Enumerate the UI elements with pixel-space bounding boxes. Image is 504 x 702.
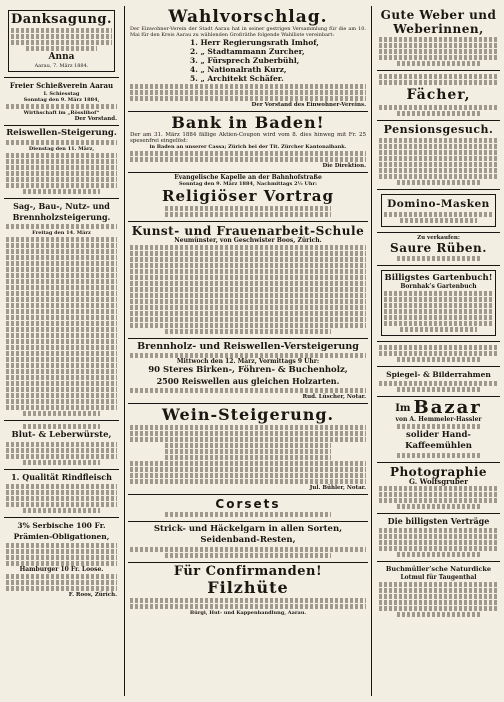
vortrag-title: Religiöser Vortrag xyxy=(162,187,334,205)
filz-title: Filzhüte xyxy=(207,578,289,597)
text-line xyxy=(384,212,493,217)
text-line xyxy=(397,453,480,458)
text-line xyxy=(384,303,493,308)
bank-line: Der am 31. März 1884 fällige Aktien-Coupon wird vom 8. dies hinweg mit Fr. 25 spesenfrei eingelöst: xyxy=(130,132,366,144)
danksagung-date: Aarau, 7. März 1884. xyxy=(34,63,89,69)
ad-obligationen xyxy=(4,518,119,601)
text-line xyxy=(130,467,366,472)
candidate-list xyxy=(130,38,366,83)
text-line xyxy=(130,547,366,552)
text-line xyxy=(130,604,366,609)
text-line xyxy=(379,138,498,143)
lose-title: 3% Serbische 100 Fr. Prämien-Obligationen, xyxy=(13,521,110,541)
text-line xyxy=(165,212,330,217)
text-line xyxy=(379,486,498,491)
photo-name: G. Wolfsgruber xyxy=(409,477,468,486)
text-line xyxy=(397,256,480,261)
ad-gartenbuch xyxy=(377,266,500,342)
text-line xyxy=(6,345,117,350)
text-line xyxy=(23,424,101,429)
text-line xyxy=(384,297,493,302)
text-line xyxy=(6,351,117,356)
text-line xyxy=(6,405,117,410)
text-line xyxy=(130,157,366,162)
schiess-title: Freier Schießverein Aarau xyxy=(9,81,114,90)
ad-vertraege xyxy=(377,514,500,562)
ad-vortrag xyxy=(128,173,368,222)
text-line xyxy=(6,279,117,284)
ad-sauerrueben xyxy=(377,233,500,266)
danksagung-title: Danksagung. xyxy=(11,12,113,27)
ad-photographie xyxy=(377,463,500,514)
text-line xyxy=(130,287,366,292)
text-line xyxy=(397,424,480,429)
ad-wahlvorschlag xyxy=(128,6,368,112)
text-line xyxy=(384,315,493,320)
text-line xyxy=(6,357,117,362)
text-line xyxy=(130,431,366,436)
buchmueller-sub: Lotmul für Taugenthal xyxy=(400,574,477,581)
text-line xyxy=(130,425,366,430)
wahl-sign: Der Vorstand des Einwohner-Vereins. xyxy=(251,102,366,108)
text-line xyxy=(6,171,117,176)
text-line xyxy=(165,206,330,211)
reiswellen-title: Reiswellen-Steigerung. xyxy=(6,128,117,138)
text-line xyxy=(130,388,366,393)
text-line xyxy=(6,237,117,242)
text-line xyxy=(6,327,117,332)
text-line xyxy=(6,177,117,182)
text-line xyxy=(379,351,498,356)
seiden-title: Strick- und Häckelgarn in allen Sorten, Seidenband-Resten, xyxy=(153,524,343,545)
candidate-2: 2. „ Stadtammann Zurcher, xyxy=(190,47,305,56)
brenn-title: Brennholz- und Reiswellen-Versteigerung xyxy=(137,341,359,352)
ad-schiessverein xyxy=(4,78,119,126)
text-line xyxy=(6,561,117,566)
wein-sign: Jul. Bühler, Notar. xyxy=(309,485,366,491)
text-line xyxy=(379,381,498,386)
wein-title: Wein-Steigerung. xyxy=(161,405,335,424)
text-line xyxy=(379,588,498,593)
text-line xyxy=(6,496,117,501)
text-line xyxy=(6,140,117,145)
ad-seidenband xyxy=(128,522,368,563)
text-line xyxy=(130,245,366,250)
konfirm-title: Für Confirmanden! xyxy=(173,564,323,579)
text-line xyxy=(130,96,366,101)
text-line xyxy=(6,243,117,248)
bazar-title: Bazar xyxy=(413,397,482,418)
text-line xyxy=(130,251,366,256)
ad-rindfleisch xyxy=(4,470,119,518)
ad-pensionsgesuch xyxy=(377,121,500,190)
ad-bank-baden xyxy=(128,112,368,173)
candidate-1: 1. Herr Regierungsrath Imhof, xyxy=(190,38,319,47)
text-line xyxy=(397,387,480,392)
text-line xyxy=(130,269,366,274)
text-line xyxy=(379,345,498,350)
bazar-firm: von A. Hemmeler-Hassler xyxy=(395,416,482,423)
text-line xyxy=(130,257,366,262)
text-line xyxy=(379,492,498,497)
ad-blutwurst xyxy=(4,421,119,470)
ad-kunstschule xyxy=(128,222,368,339)
text-line xyxy=(379,105,498,110)
candidate-3: 3. „ Fürsprech Zuberbühl, xyxy=(190,56,300,65)
pension-title: Pensionsgesuch. xyxy=(383,123,494,136)
schiess-date: Sonntag den 9. März 1884, xyxy=(23,97,100,103)
reiswellen-date: Dienstag den 11. März, xyxy=(28,146,95,152)
text-line xyxy=(130,263,366,268)
text-line xyxy=(6,393,117,398)
text-line xyxy=(6,224,117,229)
text-line xyxy=(397,504,480,509)
weber-title: Gute Weber und Weberinnen, xyxy=(380,8,497,36)
text-line xyxy=(6,387,117,392)
text-line xyxy=(379,74,498,79)
text-line xyxy=(130,353,366,358)
kindsfleisch-title: 1. Qualität Rindfleisch xyxy=(11,472,112,482)
text-line xyxy=(379,534,498,539)
domino-box xyxy=(381,194,496,227)
kapelle-date: Sonntag den 9. März 1884, Nachmittags 2½ Uhr: xyxy=(179,181,317,187)
brenn-items2: 2500 Reiswellen aus gleichen Holzarten. xyxy=(156,376,340,386)
wahl-sub: Der Einwohner-Verein der Stadt Aarau hat in seiner gestrigen Versammlung für die am 10. Mai für den Kreis Aarau zu wählenden Großräthe folgende Wahlliste vereinbart: xyxy=(130,26,366,38)
domino-title: Domino-Masken xyxy=(387,198,490,210)
text-line xyxy=(6,261,117,266)
text-line xyxy=(6,249,117,254)
text-line xyxy=(397,61,480,66)
text-line xyxy=(397,180,480,185)
ad-danksagung-2 xyxy=(377,342,500,367)
ad-danksagung xyxy=(4,6,119,78)
text-line xyxy=(11,34,112,39)
kaffee-title: solider Hand-Kaffeemühlen xyxy=(405,430,472,451)
text-line xyxy=(379,144,498,149)
ad-domino xyxy=(377,190,500,233)
brenn-date: Mittwoch den 12. März, Vormittags 9 Uhr: xyxy=(176,358,320,365)
text-line xyxy=(6,555,117,560)
text-line xyxy=(379,37,498,42)
spiegel-title: Spiegel- & Bilderrahmen xyxy=(386,370,491,379)
text-line xyxy=(379,150,498,155)
text-line xyxy=(130,151,366,156)
filz-firm: Bürgi, Hut- und Kappenhandlung, Aarau. xyxy=(189,610,307,616)
text-line xyxy=(6,291,117,296)
buchmueller-title: Buchmüller’sche Naturdicke xyxy=(385,565,492,573)
text-line xyxy=(6,454,117,459)
photo-title: Photographie xyxy=(389,465,488,479)
text-line xyxy=(130,90,366,95)
text-line xyxy=(400,327,476,332)
text-line xyxy=(379,174,498,179)
text-line xyxy=(379,594,498,599)
gartenbuch-box xyxy=(381,270,496,336)
text-line xyxy=(165,455,330,460)
text-line xyxy=(6,574,117,579)
bank-title: Bank in Baden! xyxy=(171,113,325,132)
text-line xyxy=(6,333,117,338)
text-line xyxy=(11,28,112,33)
text-line xyxy=(6,399,117,404)
text-line xyxy=(6,159,117,164)
text-line xyxy=(6,303,117,308)
text-line xyxy=(130,305,366,310)
bank-sign: Die Direktion. xyxy=(322,163,366,169)
text-line xyxy=(6,267,117,272)
text-line xyxy=(130,84,366,89)
text-line xyxy=(379,156,498,161)
ad-corsets xyxy=(128,495,368,522)
ad-bazar xyxy=(377,397,500,463)
text-line xyxy=(6,104,117,109)
text-line xyxy=(130,293,366,298)
text-line xyxy=(6,297,117,302)
danksagung-box xyxy=(8,10,115,72)
ad-spiegel xyxy=(377,367,500,397)
schiess-sub: I. Schiesstag xyxy=(43,91,80,97)
text-line xyxy=(165,443,330,448)
text-line xyxy=(379,528,498,533)
kunst-sub: Neumünster, von Geschwister Boos, Zürich. xyxy=(174,237,322,244)
text-line xyxy=(6,183,117,188)
text-line xyxy=(6,580,117,585)
ad-brennholz xyxy=(128,339,368,404)
text-line xyxy=(6,502,117,507)
text-line xyxy=(130,479,366,484)
corsets-title: Corsets xyxy=(215,497,281,511)
bank-places: in Baden an unserer Cassa; Zürich bei der Tit. Zürcher Kantonalbank. xyxy=(149,144,347,150)
text-line xyxy=(6,484,117,489)
gartenbuch-title: Billigstes Gartenbuch! xyxy=(384,273,493,283)
text-line xyxy=(6,363,117,368)
text-line xyxy=(130,275,366,280)
middle-column xyxy=(124,6,372,696)
text-line xyxy=(23,411,101,416)
faecher-title: Fächer, xyxy=(406,87,471,103)
candidate-5: 5. „ Architekt Schäfer. xyxy=(190,74,284,83)
text-line xyxy=(6,153,117,158)
brenn-sign: Rud. Lüscher, Notar. xyxy=(302,394,366,400)
text-line xyxy=(130,311,366,316)
right-column xyxy=(377,6,500,696)
text-line xyxy=(130,437,366,442)
text-line xyxy=(397,111,480,116)
ad-weber xyxy=(377,6,500,71)
text-line xyxy=(130,281,366,286)
text-line xyxy=(379,498,498,503)
lose-bottom: Hamburger 10 Fr. Loose. xyxy=(19,566,104,573)
text-line xyxy=(379,43,498,48)
text-line xyxy=(384,309,493,314)
text-line xyxy=(379,582,498,587)
brenn-items: 90 Steres Birken-, Föhren- & Buchenholz, xyxy=(148,365,348,375)
text-line xyxy=(23,460,101,465)
text-line xyxy=(6,381,117,386)
ad-faecher xyxy=(377,71,500,121)
lose-firm: F. Roos, Zürich. xyxy=(68,592,117,598)
text-line xyxy=(379,606,498,611)
text-line xyxy=(384,321,493,326)
ad-reiswellen xyxy=(4,126,119,199)
text-line xyxy=(379,80,498,85)
text-line xyxy=(6,490,117,495)
text-line xyxy=(379,49,498,54)
text-line xyxy=(379,546,498,551)
schiess-place: Wirthschaft im „Rösslihof“ xyxy=(23,110,100,116)
text-line xyxy=(397,552,480,557)
text-line xyxy=(379,168,498,173)
ad-weinsteigerung xyxy=(128,404,368,495)
text-line xyxy=(165,329,330,334)
text-line xyxy=(6,369,117,374)
text-line xyxy=(165,512,330,517)
text-line xyxy=(26,46,97,51)
text-line xyxy=(6,586,117,591)
danksagung-signoff: Anna xyxy=(48,52,75,62)
text-line xyxy=(6,255,117,260)
gartenbuch-sub: Bornhak’s Gartenbuch xyxy=(400,283,477,290)
text-line xyxy=(130,461,366,466)
saure-title: Saure Rüben. xyxy=(390,241,487,255)
saure-top: Zu verkaufen: xyxy=(417,235,460,241)
text-line xyxy=(379,600,498,605)
sagbau-date: Freitag den 14. März xyxy=(32,230,91,236)
text-line xyxy=(379,540,498,545)
kapelle-line: Evangelische Kapelle an der Bahnhofstraße xyxy=(174,174,322,181)
text-line xyxy=(130,317,366,322)
text-line xyxy=(6,549,117,554)
text-line xyxy=(130,473,366,478)
text-line xyxy=(6,285,117,290)
text-line xyxy=(384,291,493,296)
text-line xyxy=(400,218,476,223)
text-line xyxy=(165,553,330,558)
kunst-title: Kunst- und Frauenarbeit-Schule xyxy=(131,224,365,238)
text-line xyxy=(6,448,117,453)
text-line xyxy=(6,339,117,344)
candidate-4: 4. „ Nationalrath Kurz, xyxy=(190,65,287,74)
text-line xyxy=(6,309,117,314)
ad-konfirmanden xyxy=(128,563,368,619)
text-line xyxy=(6,321,117,326)
blut-title: Blut- & Leberwürste, xyxy=(11,430,112,440)
left-column xyxy=(4,6,119,696)
bazar-heading xyxy=(379,399,498,417)
text-line xyxy=(379,55,498,60)
text-line xyxy=(6,375,117,380)
text-line xyxy=(6,315,117,320)
text-line xyxy=(130,598,366,603)
text-line xyxy=(397,357,480,362)
wahl-title: Wahlvorschlag. xyxy=(168,7,328,27)
text-line xyxy=(6,273,117,278)
vertraege-title: Die billigsten Verträge xyxy=(387,516,490,526)
ad-buchmueller xyxy=(377,562,500,621)
text-line xyxy=(6,165,117,170)
text-line xyxy=(23,508,101,513)
text-line xyxy=(130,323,366,328)
bazar-pre: Im xyxy=(395,402,411,414)
text-line xyxy=(379,162,498,167)
ad-sagbau xyxy=(4,199,119,421)
text-line xyxy=(165,449,330,454)
text-line xyxy=(6,442,117,447)
schiess-sign: Der Vorstand. xyxy=(74,116,117,122)
text-line xyxy=(11,40,112,45)
sagbau-title: Sag-, Bau-, Nutz- und Brennholzsteigerung. xyxy=(12,201,111,222)
text-line xyxy=(397,612,480,617)
text-line xyxy=(23,189,101,194)
text-line xyxy=(130,299,366,304)
text-line xyxy=(6,543,117,548)
